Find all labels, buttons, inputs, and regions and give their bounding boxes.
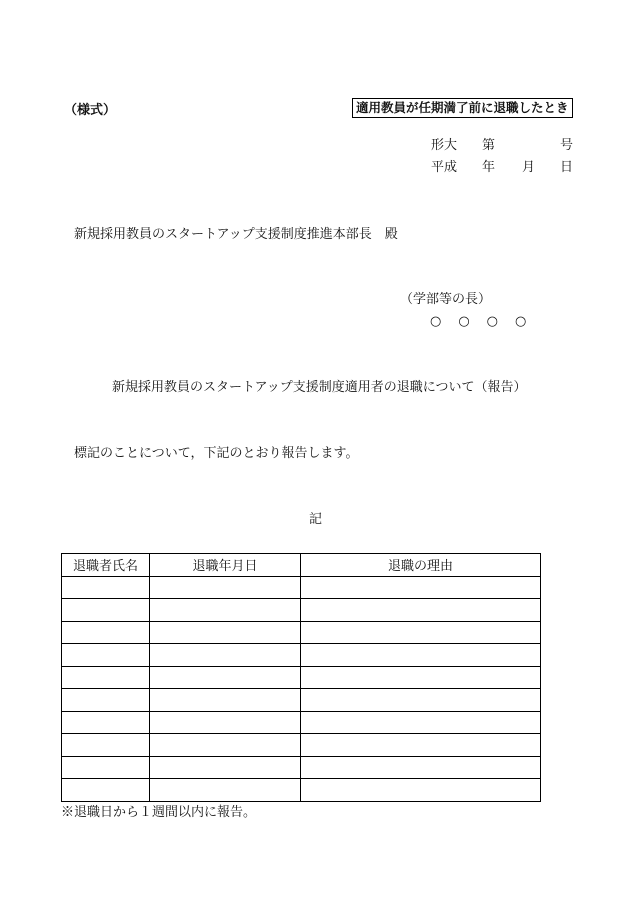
cell-date bbox=[150, 644, 301, 667]
cell-date bbox=[150, 599, 301, 622]
note: ※退職日から１週間以内に報告。 bbox=[61, 805, 257, 820]
cell-name bbox=[62, 644, 150, 667]
table-row bbox=[62, 734, 541, 757]
table-row bbox=[62, 666, 541, 689]
cell-reason bbox=[301, 599, 541, 622]
table-row bbox=[62, 711, 541, 734]
date-year: 年 bbox=[482, 160, 496, 175]
doc-number-go: 号 bbox=[560, 138, 574, 153]
addressee: 新規採用教員のスタートアップ支援制度推進本部長 殿 bbox=[74, 227, 398, 242]
table-row bbox=[62, 756, 541, 779]
report-table bbox=[61, 553, 541, 802]
cell-name bbox=[62, 689, 150, 712]
cell-date bbox=[150, 666, 301, 689]
table-row bbox=[62, 576, 541, 599]
column-header-reason: 退職の理由 bbox=[301, 554, 541, 577]
cell-name bbox=[62, 734, 150, 757]
cell-name bbox=[62, 666, 150, 689]
subject: 新規採用教員のスタートアップ支援制度適用者の退職について（報告） bbox=[112, 380, 527, 395]
cell-reason bbox=[301, 576, 541, 599]
date-era: 平成 bbox=[431, 160, 458, 175]
table-header-row bbox=[62, 554, 541, 577]
date-day: 日 bbox=[560, 160, 574, 175]
cell-date bbox=[150, 689, 301, 712]
doc-number-prefix: 形大 bbox=[431, 138, 458, 153]
cell-date bbox=[150, 711, 301, 734]
sender-name: ○ ○ ○ ○ bbox=[430, 314, 529, 329]
ki-heading: 記 bbox=[309, 512, 323, 527]
table-row bbox=[62, 779, 541, 802]
cell-date bbox=[150, 576, 301, 599]
cell-reason bbox=[301, 756, 541, 779]
cell-reason bbox=[301, 689, 541, 712]
cell-reason bbox=[301, 644, 541, 667]
cell-name bbox=[62, 711, 150, 734]
cell-name bbox=[62, 779, 150, 802]
case-label-box: 適用教員が任期満了前に退職したとき bbox=[352, 98, 573, 118]
cell-reason bbox=[301, 779, 541, 802]
table-row bbox=[62, 599, 541, 622]
cell-reason bbox=[301, 666, 541, 689]
cell-date bbox=[150, 756, 301, 779]
cell-name bbox=[62, 599, 150, 622]
cell-date bbox=[150, 734, 301, 757]
column-header-date: 退職年月日 bbox=[150, 554, 301, 577]
table-row bbox=[62, 621, 541, 644]
table-row bbox=[62, 644, 541, 667]
cell-name bbox=[62, 576, 150, 599]
cell-reason bbox=[301, 621, 541, 644]
cell-reason bbox=[301, 711, 541, 734]
form-label: （様式） bbox=[64, 103, 117, 118]
cell-reason bbox=[301, 734, 541, 757]
table-row bbox=[62, 689, 541, 712]
cell-name bbox=[62, 756, 150, 779]
doc-number-dai: 第 bbox=[482, 138, 496, 153]
cell-date bbox=[150, 779, 301, 802]
cell-date bbox=[150, 621, 301, 644]
sender-title: （学部等の長） bbox=[400, 292, 492, 307]
cell-name bbox=[62, 621, 150, 644]
column-header-name: 退職者氏名 bbox=[62, 554, 150, 577]
body-text: 標記のことについて，下記のとおり報告します。 bbox=[74, 446, 359, 461]
date-month: 月 bbox=[522, 160, 536, 175]
